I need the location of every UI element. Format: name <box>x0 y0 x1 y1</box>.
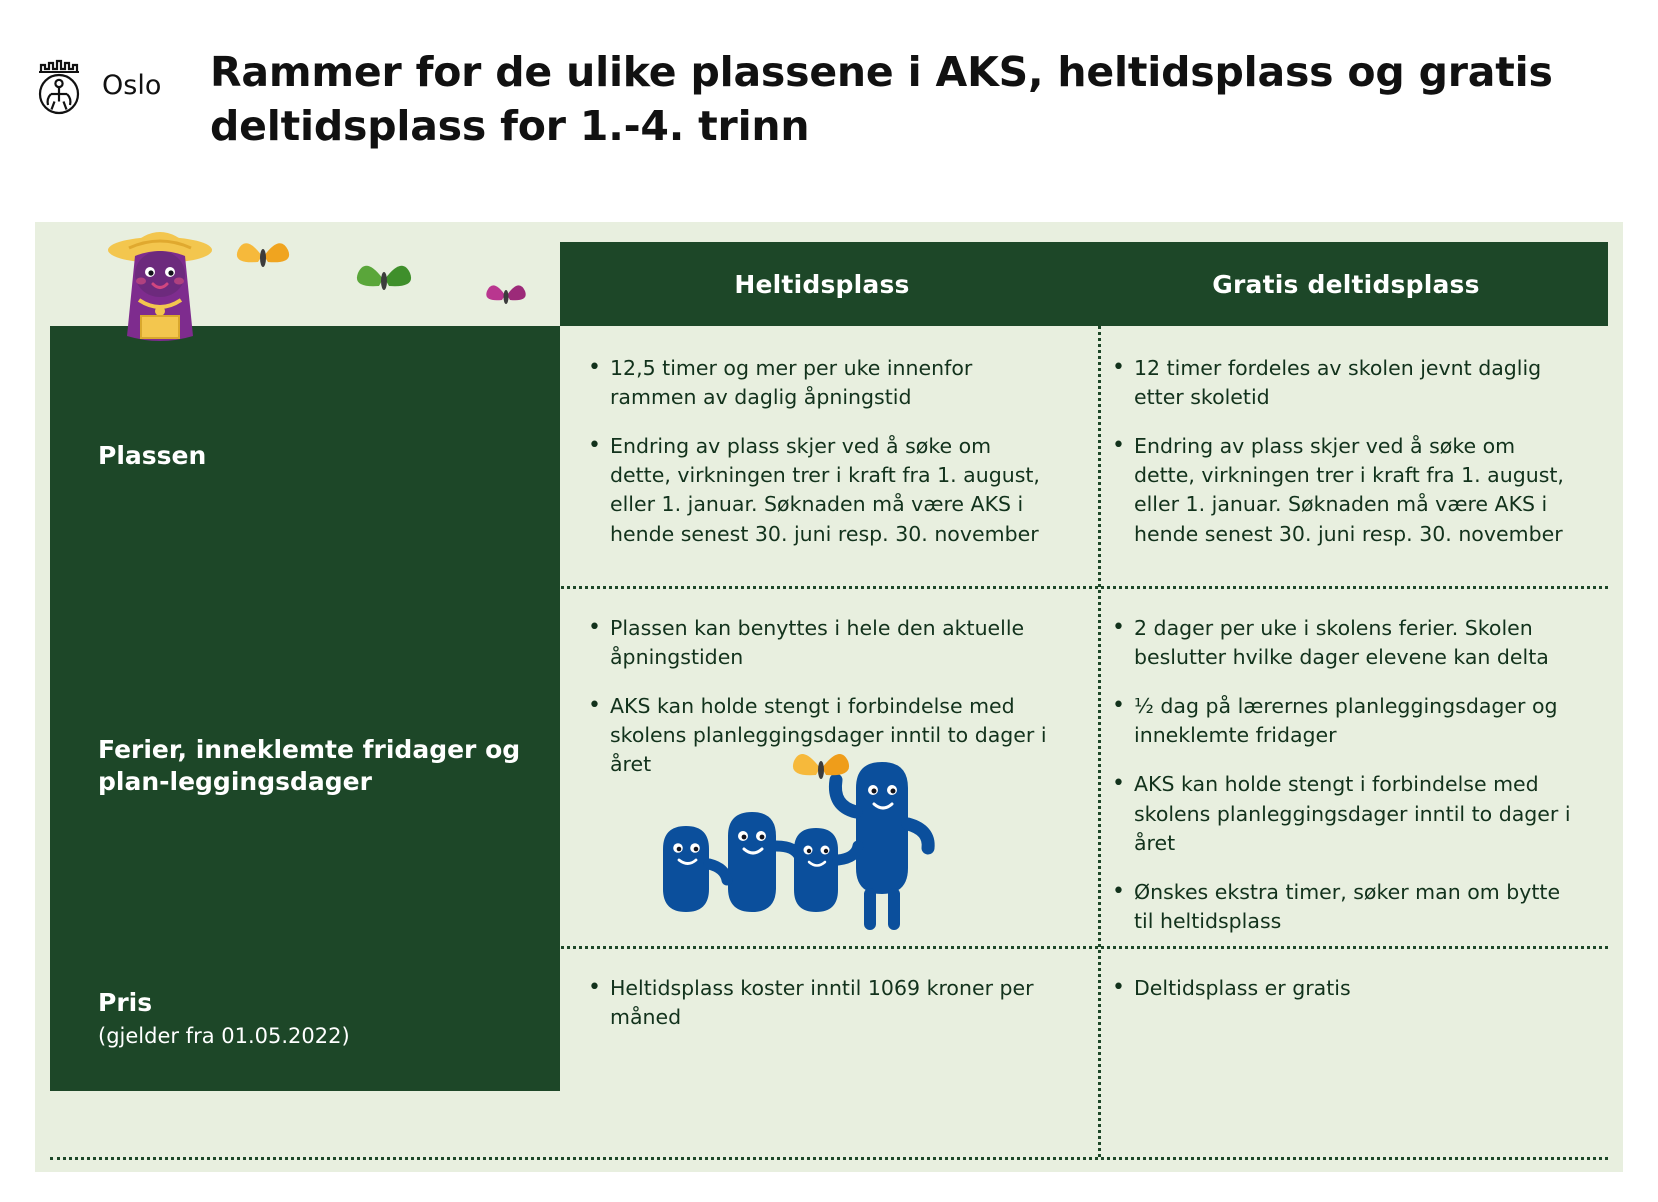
oslo-coat-of-arms-icon <box>30 53 88 117</box>
page-header <box>0 0 1658 153</box>
list-item: • Heltidsplass koster inntil 1069 kroner per måned <box>582 974 1050 1032</box>
list-item: • Endring av plass skjer ved å søke om dette, virkningen trer i kraft fra 1. august, eller 1. januar. Søknaden må være AKS i hende senest 30. juni resp. 30. november <box>582 432 1050 548</box>
list-item: • 12 timer fordeles av skolen jevnt daglig etter skoletid <box>1106 354 1574 412</box>
row-label-plassen <box>50 326 560 586</box>
oslo-logo <box>30 45 210 117</box>
cell-plassen-deltidsplass <box>1084 326 1608 586</box>
row-label-text: Ferier, inneklemte fridager og plan-leggingsdager <box>98 734 521 796</box>
cell-ferier-heltidsplass <box>560 586 1084 946</box>
row-label-text: Pris <box>98 987 153 1017</box>
row-label-sub: (gjelder fra 01.05.2022) <box>98 1024 350 1049</box>
list-item: • Plassen kan benyttes i hele den aktuelle åpningstiden <box>582 614 1050 672</box>
table-bottom-border <box>50 1157 1608 1160</box>
row-divider <box>50 946 1608 949</box>
cell-pris-heltidsplass <box>560 946 1084 1091</box>
row-label-ferier <box>50 586 560 946</box>
list-item: • 12,5 timer og mer per uke innenfor rammen av daglig åpningstid <box>582 354 1050 412</box>
comparison-table <box>35 222 1623 1172</box>
row-divider <box>50 586 1608 589</box>
row-label-text: Plassen <box>98 440 207 470</box>
page-title: Rammer for de ulike plassene i AKS, heltidsplass og gratis deltidsplass for 1.-4. trinn <box>210 48 1553 151</box>
list-item: • Endring av plass skjer ved å søke om dette, virkningen trer i kraft fra 1. august, eller 1. januar. Søknaden må være AKS i hende senest 30. juni resp. 30. november <box>1106 432 1574 548</box>
column-header-deltidsplass: Gratis deltidsplass <box>1084 242 1608 326</box>
table-grid <box>50 242 1608 1157</box>
table-corner-cell <box>50 242 560 326</box>
list-item: • Ønskes ekstra timer, søker man om bytte til heltidsplass <box>1106 878 1574 936</box>
row-label-pris <box>50 946 560 1091</box>
cell-plassen-heltidsplass <box>560 326 1084 586</box>
cell-pris-deltidsplass <box>1084 946 1608 1091</box>
logo-label: Oslo <box>102 69 162 101</box>
list-item: • AKS kan holde stengt i forbindelse med skolens planleggingsdager inntil to dager i året <box>1106 770 1574 857</box>
list-item: • Deltidsplass er gratis <box>1106 974 1574 1003</box>
cell-ferier-deltidsplass <box>1084 586 1608 946</box>
column-divider <box>1098 242 1101 1157</box>
list-item: • ½ dag på lærernes planleggingsdager og inneklemte fridager <box>1106 692 1574 750</box>
list-item: • AKS kan holde stengt i forbindelse med skolens planleggingsdager inntil to dager i året <box>582 692 1050 779</box>
list-item: • 2 dager per uke i skolens ferier. Skolen beslutter hvilke dager elevene kan delta <box>1106 614 1574 672</box>
column-header-heltidsplass: Heltidsplass <box>560 242 1084 326</box>
